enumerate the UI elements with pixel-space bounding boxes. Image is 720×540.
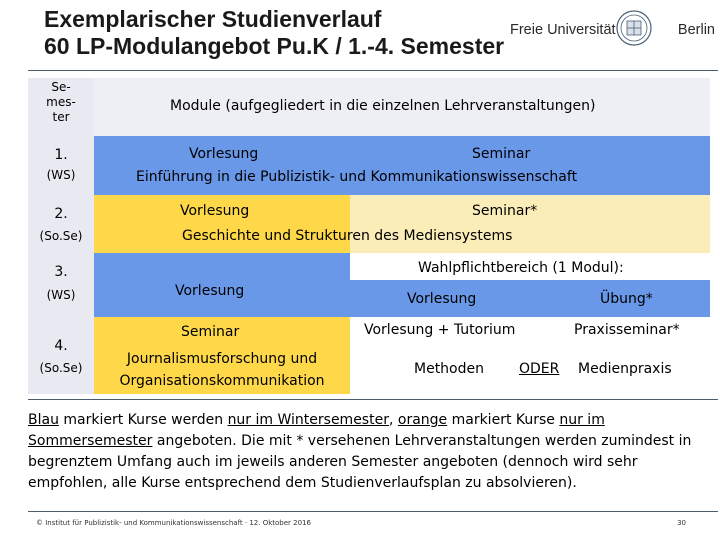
note-winter: nur im Wintersemester <box>227 412 389 428</box>
note-blue-word: Blau <box>28 412 59 428</box>
module-header-rest: (aufgegliedert in die einzelnen Lehrveranstaltungen) <box>220 98 596 114</box>
semester-term: (So.Se) <box>39 361 83 375</box>
elective-left-mid: Vorlesung + Tutorium <box>364 322 516 338</box>
module-header-cell <box>94 78 710 136</box>
row-4-module-line-2: Organisationskommunikation <box>119 373 325 389</box>
row-4-seminar: Seminar <box>181 324 240 340</box>
elective-left-top: Vorlesung <box>407 291 477 307</box>
row-1-cell <box>94 136 710 195</box>
row-4-module-line-1: Journalismusforschung und <box>126 351 318 367</box>
elective-left-name: Methoden <box>414 361 484 377</box>
row-1-module: Einführung in die Publizistik- und Kommunikationswissenschaft <box>136 169 578 185</box>
note-rule <box>28 399 718 400</box>
module-header <box>170 98 596 114</box>
note-summer-1: nur im <box>559 412 605 428</box>
footer-text: © Institut für Publizistik- und Kommunikationswissenschaft · 12. Oktober 2016 <box>36 519 311 527</box>
title-line-1: Exemplarischer Studienverlauf <box>44 6 382 32</box>
logo-text-right: Berlin <box>677 22 715 38</box>
elective-right-mid: Praxisseminar* <box>574 322 680 338</box>
title-rule <box>28 70 718 71</box>
semester-term: (So.Se) <box>39 229 83 243</box>
note-text: angeboten. Die mit * versehenen Lehrveranstaltungen werden zumindest in begrenztem Umfang auch im jeweils anderen Semester angeboten (dennoch wird sehr empfohlen, alle Kurse entsprechend dem Studienverlaufsplan zu absolvieren). <box>28 433 692 491</box>
logo-text-left: Freie Universität <box>510 22 616 38</box>
page-title <box>44 6 504 60</box>
university-seal-icon <box>616 10 652 46</box>
semester-number: 3. <box>54 264 68 280</box>
elective-heading <box>418 260 624 276</box>
footer-rule <box>28 511 718 512</box>
row-3-lecture: Vorlesung <box>175 283 245 299</box>
title-line-2: 60 LP-Modulangebot Pu.K / 1.-4. Semester <box>44 33 505 59</box>
semester-header-cell <box>28 78 94 136</box>
page-number: 30 <box>677 519 686 527</box>
note-text: , <box>388 412 398 428</box>
semester-header-line: ter <box>52 110 70 124</box>
elective-or: ODER <box>519 361 560 377</box>
semester-header-line: Se- <box>51 80 71 94</box>
semester-number: 4. <box>54 338 68 354</box>
semester-term: (WS) <box>46 168 76 182</box>
elective-heading-bold: Wahlpflichtbereich <box>418 260 548 276</box>
module-header-bold: Module <box>170 98 221 114</box>
semester-number: 2. <box>54 206 68 222</box>
elective-heading-rest: (1 Modul): <box>547 260 624 276</box>
semester-header-line: mes- <box>46 95 76 109</box>
note-summer-2: Sommersemester <box>28 433 153 449</box>
row-2-lecture: Vorlesung <box>180 203 250 219</box>
university-logo <box>510 10 715 46</box>
note-paragraph <box>28 410 710 494</box>
row-1-lecture: Vorlesung <box>189 146 259 162</box>
elective-right-name: Medienpraxis <box>578 361 672 377</box>
row-2-seminar: Seminar* <box>472 203 538 219</box>
note-orange-word: orange <box>397 412 448 428</box>
row-1-seminar: Seminar <box>472 146 531 162</box>
note-text: markiert Kurse <box>447 412 560 428</box>
elective-right-top: Übung* <box>600 291 653 307</box>
row-2-module: Geschichte und Strukturen des Mediensystems <box>182 228 513 244</box>
note-text: markiert Kurse werden <box>58 412 228 428</box>
semester-term: (WS) <box>46 288 76 302</box>
semester-number: 1. <box>54 147 68 163</box>
